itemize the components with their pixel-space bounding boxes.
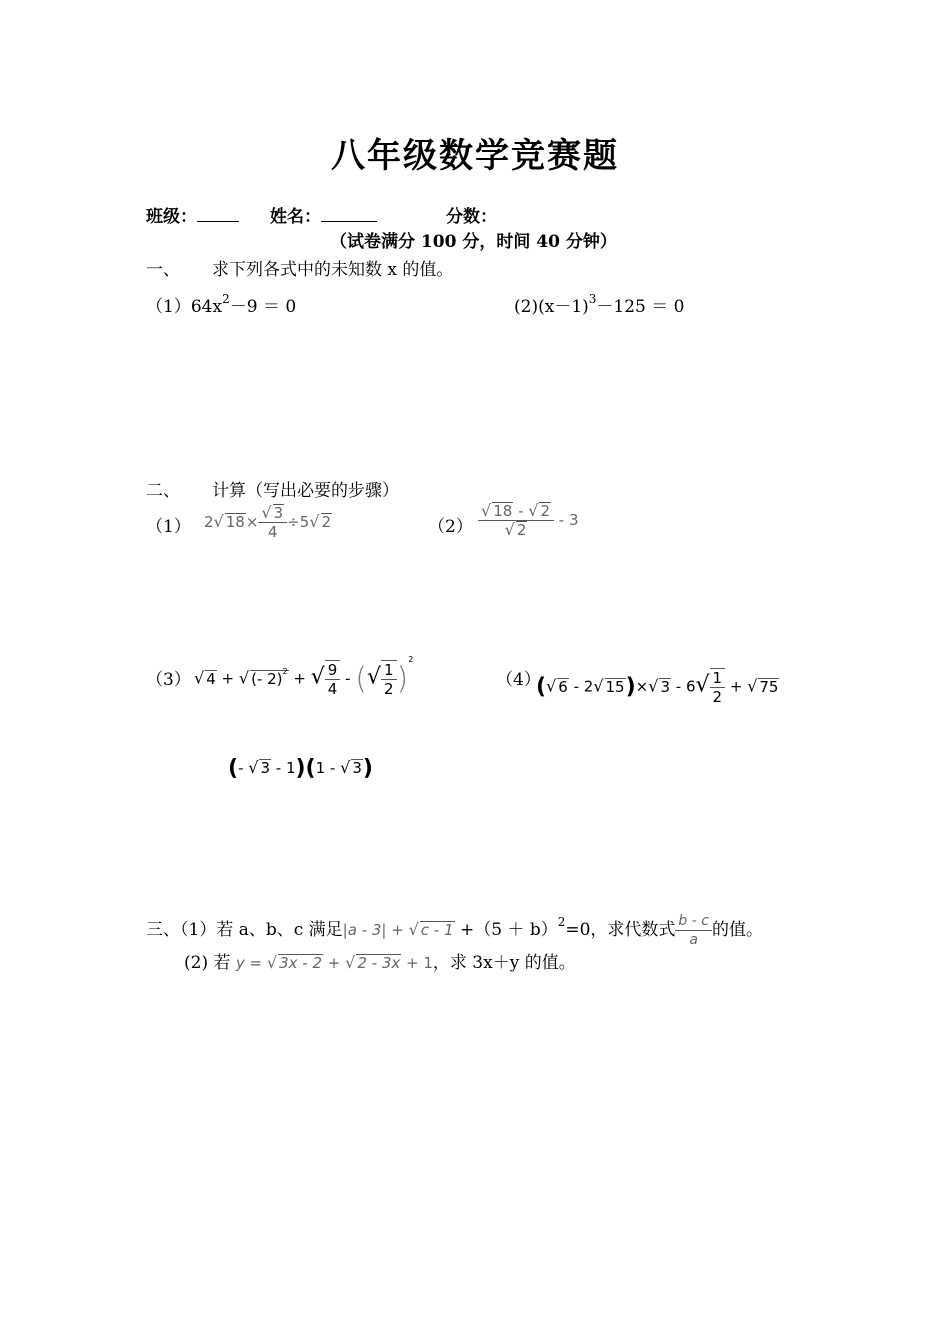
problem-2-4: (√ 6 - 2√ 15)×√ 3 - 6√ $\frac{1}{2}$ + √ 75 bbox=[536, 669, 779, 706]
name-field bbox=[270, 202, 377, 227]
problem-2-1-label: （1） bbox=[146, 517, 191, 537]
problem-1-2: $(2)(x-1)^3-125 = 0$ bbox=[514, 292, 685, 317]
problem-2-5: (- √ 3 - 1)(1 - √ 3) bbox=[228, 756, 373, 781]
name-blank[interactable] bbox=[321, 221, 377, 222]
problem-3-2: (2) 若 y = √ 3x - 2 + √ 2 - 3x + 1，求 3x＋y 的值。 bbox=[184, 953, 576, 973]
score-label: 分数： bbox=[446, 207, 497, 227]
exam-note: （试卷满分 100 分，时间 40 分钟） bbox=[330, 232, 617, 252]
problem-2-3-label: （3） bbox=[146, 670, 191, 690]
problem-2-3: √ 4 + √ (- 2)$^2$ + √ $\frac{9}{4}$ - (√ $\frac{1}{2}$ )$^2$ bbox=[194, 654, 414, 698]
section-2-title: 计算（写出必要的步骤） bbox=[212, 481, 399, 501]
class-field bbox=[146, 202, 239, 227]
page-title: 八年级数学竞赛题 bbox=[331, 136, 619, 176]
class-blank[interactable] bbox=[197, 221, 239, 222]
section-1-title: 求下列各式中的未知数 x 的值。 bbox=[212, 260, 454, 280]
name-label: 姓名： bbox=[270, 207, 321, 227]
problem-2-2-label: （2） bbox=[428, 517, 473, 537]
class-label: 班级： bbox=[146, 207, 197, 227]
problem-1-1: $(1)64x^2-9 = 0$ bbox=[146, 292, 297, 317]
section-2-number: 二、 bbox=[146, 481, 180, 501]
problem-2-4-label: （4） bbox=[496, 670, 541, 690]
problem-2-1: 2√ 18× $\frac{√ 3}{4}$ ÷5√ 2 bbox=[204, 503, 332, 541]
problem-2-2: $\frac{√ 18 - √ 2}{√ 2}$ - 3 bbox=[478, 502, 579, 539]
section-1-number: 一、 bbox=[146, 260, 180, 280]
problem-3-1: 三、（1）若 a、b、c 满足|a - 3| + √ $c - 1 +(5 + b)^2=0$，求代数式 $\frac{b - c}{a}$ 的值。 bbox=[146, 913, 763, 948]
